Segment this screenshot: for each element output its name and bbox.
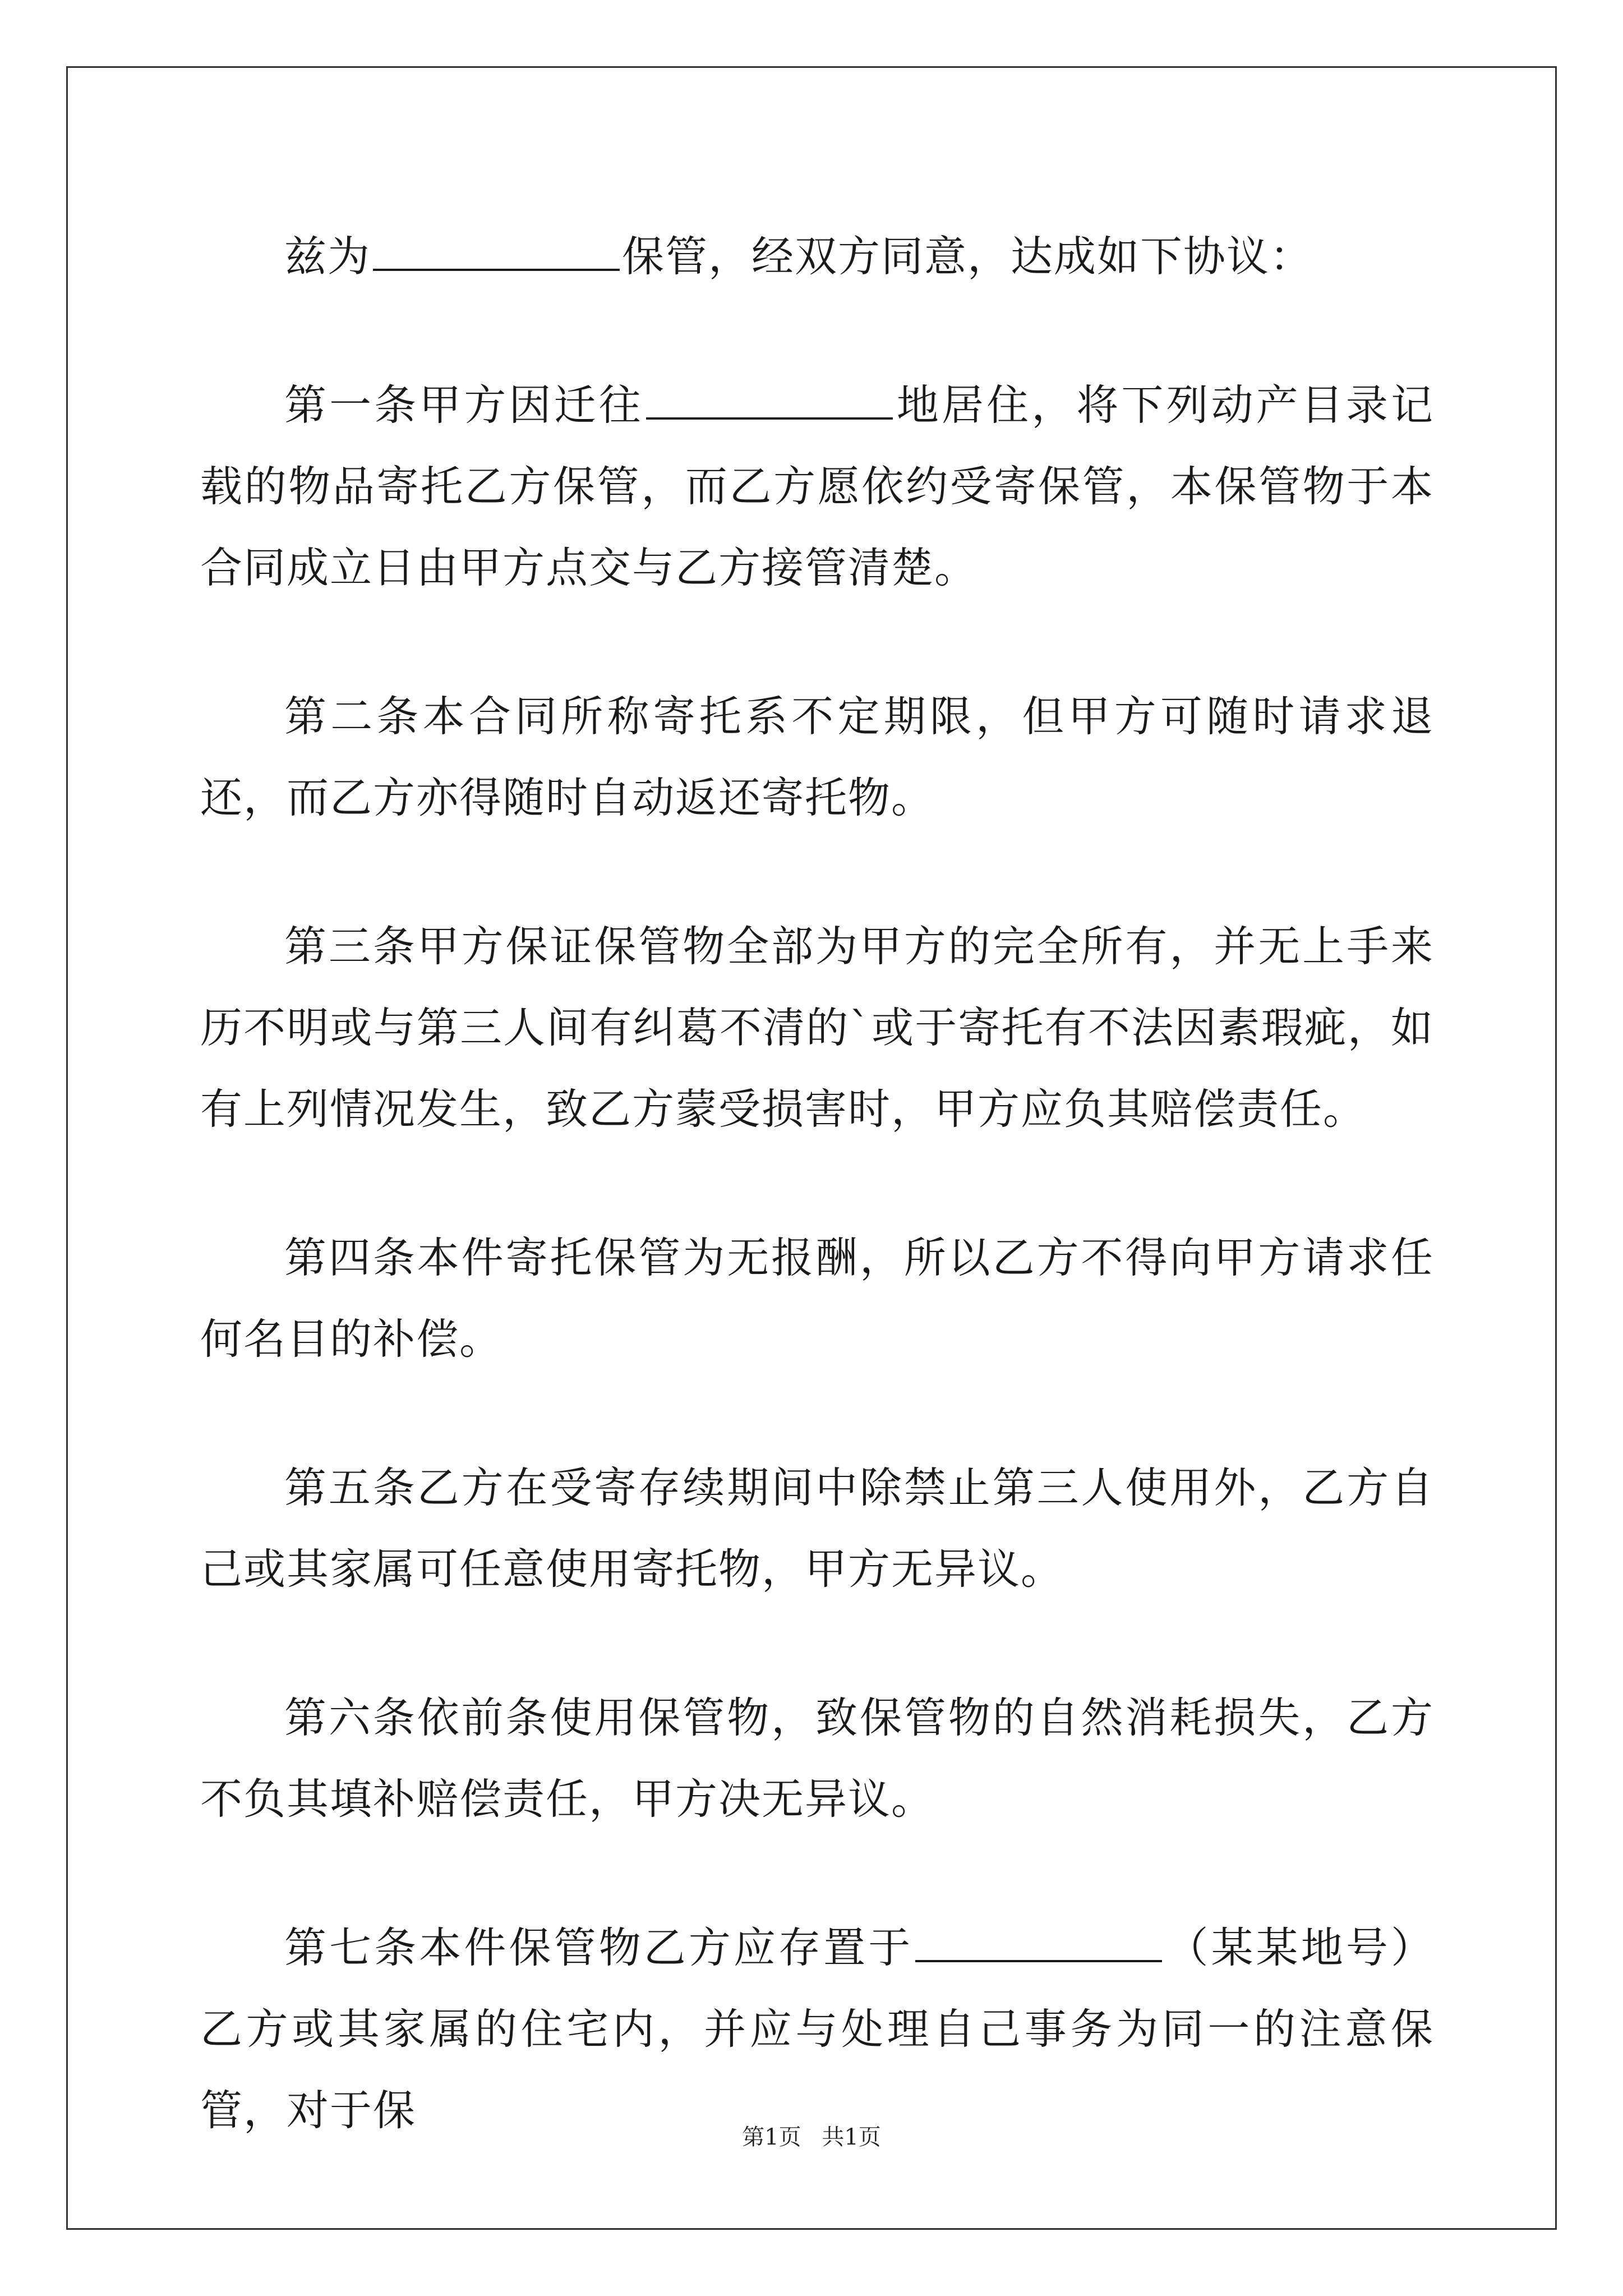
document-body: [200, 216, 1434, 2219]
clause-3: 第三条甲方保证保管物全部为甲方的完全所有，并无上手来历不明或与第三人间有纠葛不清的`或于寄托有不法因素瑕疵，如有上列情况发生，致乙方蒙受损害时，甲方应负其赔偿责任。: [200, 922, 1434, 1134]
clause-4: 第四条本件寄托保管为无报酬，所以乙方不得向甲方请求任何名目的补偿。: [200, 1233, 1434, 1364]
paragraph-text: 地居住，将下列动产目录记载的物品寄托乙方保管，而乙方愿依约受寄保管，本保管物于本合同成立日由甲方点交与乙方接管清楚。: [200, 380, 1434, 592]
fill-in-blank: [646, 372, 893, 420]
page-number-total: 共1页: [822, 2124, 881, 2150]
paragraph-text: 第一条甲方因迁往: [284, 380, 644, 430]
clause-2: 第二条本合同所称寄托系不定期限，但甲方可随时请求退还，而乙方亦得随时自动返还寄托物。: [200, 692, 1434, 822]
paragraph-text: 保管，经双方同意，达成如下协议：: [622, 232, 1313, 281]
fill-in-blank: [373, 224, 620, 271]
paragraph-text: （某某地号）乙方或其家属的住宅内，并应与处理自己事务为同一的注意保管，对于保: [200, 1923, 1434, 2135]
paragraph-text: 第七条本件保管物乙方应存置于: [284, 1923, 914, 1972]
clause-6: 第六条依前条使用保管物，致保管物的自然消耗损失，乙方不负其填补赔偿责任，甲方决无异议。: [200, 1693, 1434, 1824]
clause-1: [200, 365, 1434, 609]
page-footer: [0, 2119, 1623, 2151]
fill-in-blank: [915, 1915, 1162, 1962]
clause-5: 第五条乙方在受寄存续期间中除禁止第三人使用外，乙方自己或其家属可任意使用寄托物，甲方无异议。: [200, 1463, 1434, 1594]
clause-7: [200, 1907, 1434, 2151]
page-number-current: 第1页: [742, 2124, 801, 2150]
paragraph-text: 兹为: [284, 232, 371, 281]
paragraph-intro: [200, 216, 1434, 297]
